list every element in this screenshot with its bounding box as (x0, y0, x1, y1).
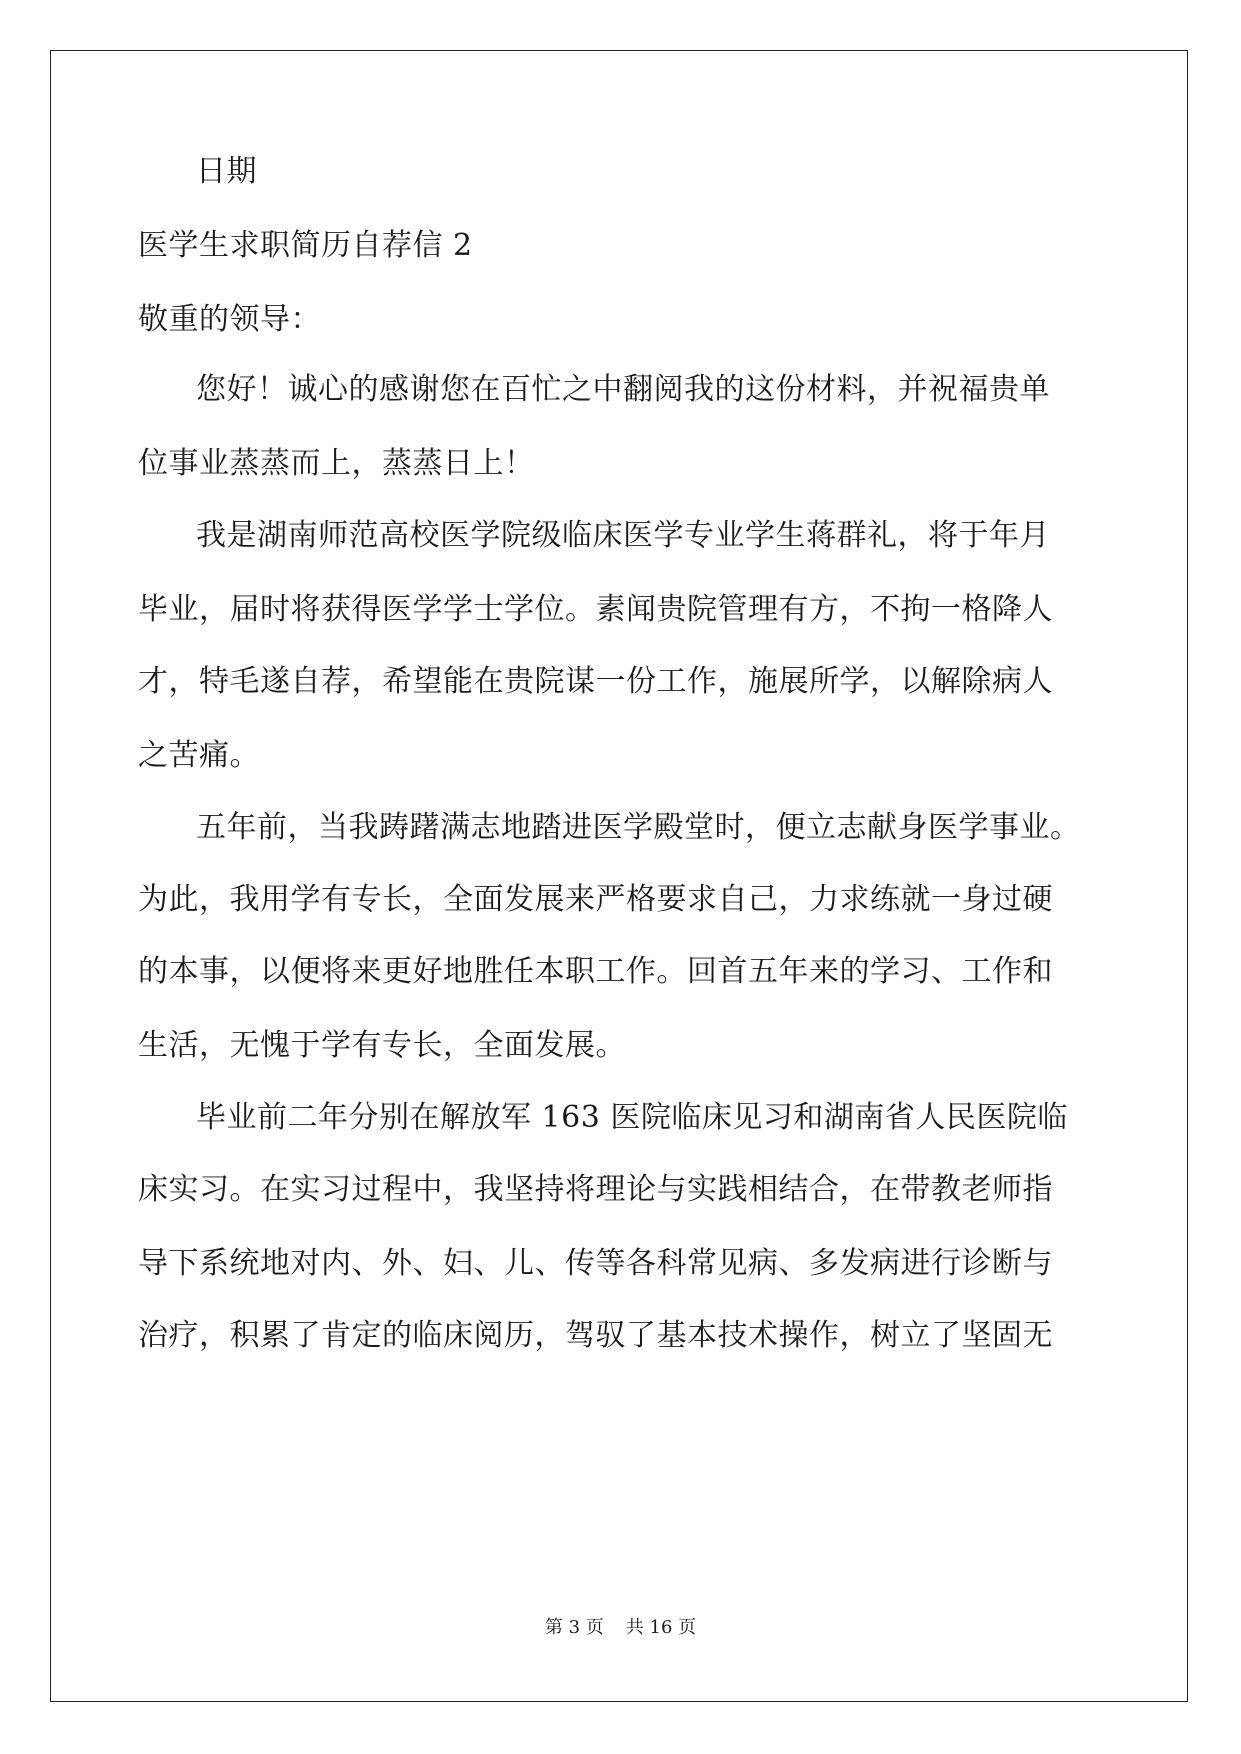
paragraph-line: 毕业，届时将获得医学学士学位。素闻贵院管理有方，不拘一格降人 (138, 592, 1053, 627)
paragraph-line: 的本事，以便将来更好地胜任本职工作。回首五年来的学习、工作和 (138, 954, 1053, 989)
paragraph-line: 位事业蒸蒸而上，蒸蒸日上！ (138, 446, 535, 481)
paragraph-line: 治疗，积累了肯定的临床阅历，驾驭了基本技术操作，树立了坚固无 (138, 1318, 1053, 1353)
page-border (50, 50, 1188, 1702)
paragraph-line: 为此，我用学有专长，全面发展来严格要求自己，力求练就一身过硬 (138, 882, 1053, 917)
paragraph-line: 您好！诚心的感谢您在百忙之中翻阅我的这份材料，并祝福贵单 (196, 372, 1050, 407)
page-footer (0, 1616, 1241, 1640)
date-line: 日期 (196, 154, 257, 189)
letter-title: 医学生求职简历自荐信 2 (138, 228, 473, 263)
paragraph-line: 生活，无愧于学有专长，全面发展。 (138, 1028, 626, 1063)
paragraph-line: 毕业前二年分别在解放军 163 医院临床见习和湖南省人民医院临 (196, 1100, 1068, 1135)
paragraph-line: 五年前，当我踌躇满志地踏进医学殿堂时，便立志献身医学事业。 (196, 810, 1081, 845)
paragraph-line: 床实习。在实习过程中，我坚持将理论与实践相结合，在带教老师指 (138, 1172, 1053, 1207)
paragraph-line: 才，特毛遂自荐，希望能在贵院谋一份工作，施展所学，以解除病人 (138, 664, 1053, 699)
salutation: 敬重的领导： (138, 302, 321, 337)
paragraph-line: 之苦痛。 (138, 738, 260, 773)
page-total: 共 16 页 (625, 1617, 697, 1638)
page-number: 第 3 页 (544, 1617, 604, 1638)
paragraph-line: 导下系统地对内、外、妇、儿、传等各科常见病、多发病进行诊断与 (138, 1246, 1053, 1281)
paragraph-line: 我是湖南师范高校医学院级临床医学专业学生蒋群礼，将于年月 (196, 518, 1050, 553)
